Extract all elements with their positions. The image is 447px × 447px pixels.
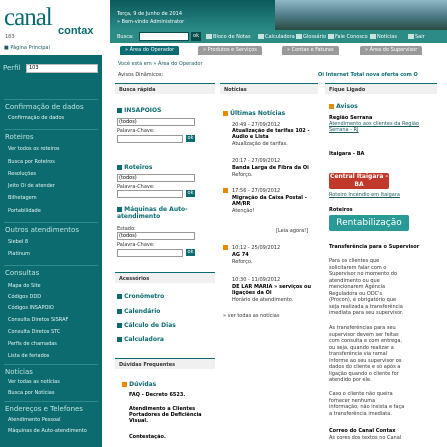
sidebar-item[interactable]: Resoluções: [8, 171, 37, 177]
transf-line: dados do cliente e só após a: [329, 364, 401, 370]
toolbar-calculator-label: Calculadora: [265, 34, 295, 40]
transf-line: seja realizada a transferência: [329, 303, 403, 310]
perfil-select[interactable]: 103: [26, 64, 98, 73]
toolbar-contact[interactable]: [328, 34, 368, 40]
fique-ligado-header: Fique Ligado: [325, 83, 437, 94]
roteiros-keyword-input[interactable]: [117, 190, 183, 198]
logo-word-canal: canal: [4, 4, 52, 31]
question-icon: [122, 382, 127, 387]
roteiros-select[interactable]: (todos): [117, 174, 195, 182]
roteiros-go-button[interactable]: ok: [187, 190, 194, 196]
acessorio-cronometro[interactable]: [117, 293, 164, 300]
search-label: Busca:: [117, 34, 134, 40]
calculator-icon: [258, 34, 264, 39]
acessorios-header: Acessórios: [115, 272, 215, 283]
toolbar-news-label: Notícias: [377, 34, 397, 40]
tab-label: Produtos e Serviços: [207, 47, 257, 53]
sidebar-item[interactable]: Busca por Roteiros: [8, 159, 55, 165]
dynamic-notice-label: Avisos Dinâmicos:: [118, 72, 164, 78]
duvida-item[interactable]: Atendimento a Clientes Portadores de Deficiência Visual.: [129, 406, 202, 424]
transf-line: transferência via ramal: [329, 351, 388, 357]
news-icon: [223, 111, 228, 116]
tab-label: Área do Supervisor: [369, 47, 418, 53]
main-tabs: [120, 46, 447, 56]
sidebar-separator: [4, 99, 98, 100]
sidebar-separator: [4, 401, 98, 402]
transf-line: ou seja, quando realizar a: [329, 344, 394, 351]
sidebar-item[interactable]: Perfis de chamadas: [8, 341, 57, 347]
glossary-icon: [296, 34, 302, 39]
duvida-item[interactable]: Contestação.: [129, 434, 166, 440]
sidebar-item[interactable]: Atendimento Pessoal: [8, 417, 61, 423]
transf-line: fornecer nenhuma: [329, 397, 376, 404]
welcome-text: » Bem-vindo Administrator: [117, 19, 185, 25]
alert-icon-shape: [223, 188, 228, 193]
search-go-button[interactable]: ok: [191, 32, 201, 41]
calculator-icon: [117, 337, 122, 342]
roteiros-icon: [117, 165, 122, 170]
duvida-item[interactable]: FAQ - Decreto 6523.: [129, 392, 186, 398]
toolbar-exit-label: Sair: [415, 34, 425, 40]
insapoio-keyword-label: Palavra-Chave:: [117, 128, 155, 134]
ticker-text[interactable]: Oi Internet Total nova oferta com O: [318, 72, 418, 78]
sidebar-item[interactable]: Confirmação de dados: [8, 115, 65, 121]
ultimas-noticias-title: [223, 110, 285, 117]
sidebar-item[interactable]: Busca por Notícias: [8, 390, 55, 396]
news-title[interactable]: Banda Larga de Fibra da Oi: [232, 165, 309, 171]
sidebar-item[interactable]: Lista de feriados: [8, 353, 50, 359]
correio-title: Correo do Canal Contax: [329, 428, 396, 434]
acessorio-calculo-dias[interactable]: [117, 322, 176, 329]
sidebar-section-title: Outros atendimentos: [5, 226, 79, 234]
news-text: Reforço.: [232, 172, 253, 178]
sidebar-item[interactable]: Portabilidade: [8, 208, 41, 214]
duvidas-header: Dúvidas Frequentes: [115, 358, 215, 369]
avisos-title-label: Avisos: [336, 103, 358, 110]
toolbar-glossary-label: Glossário: [303, 34, 327, 40]
news-text: Atenção!: [232, 208, 255, 214]
insapoio-title: [117, 107, 161, 114]
tab-area-supervisor[interactable]: » Área do Supervisor: [360, 46, 422, 55]
transf-title: Transferência para o Supervisor: [329, 244, 420, 250]
logo-sub: 183: [5, 34, 15, 40]
transf-line: Reguladora ou ODC's: [329, 290, 383, 297]
transf-line: supervisor devem ser feitas: [329, 331, 399, 338]
home-link-label: Página Principal: [10, 45, 50, 51]
tab-produtos-servicos[interactable]: » Produtos e Serviços: [198, 46, 262, 55]
maquinas-keyword-label: Palavra-Chave:: [117, 242, 155, 248]
transf-line: informação, não insista e faça: [329, 404, 405, 410]
breadcrumb: Você está em » Área do Operador: [118, 61, 203, 67]
estado-select[interactable]: (todos): [117, 232, 195, 240]
maquinas-keyword-input[interactable]: [117, 249, 183, 257]
logo: [0, 0, 110, 42]
acessorio-calculadora[interactable]: [117, 336, 164, 343]
transf-line: Caso o cliente não queira: [329, 391, 393, 397]
sidebar-section-title: Endereços e Telefones: [5, 405, 83, 413]
insapoio-title-label: INSAPOIOS: [124, 107, 162, 114]
news-title[interactable]: Atualização de tarifas 102 - Audio e Lista: [232, 128, 310, 140]
transf-line: Supervisor no momento do: [329, 271, 398, 277]
news-title[interactable]: AG 74: [232, 252, 249, 258]
sidebar-section-title: Consultas: [5, 269, 40, 277]
sidebar-item[interactable]: Códigos INSAPOIO: [8, 305, 54, 311]
regiao-title: Região Serrana: [329, 115, 373, 121]
transf-line: informe ao seu supervisor os: [329, 357, 402, 364]
toolbar-glossary[interactable]: [296, 34, 326, 40]
exit-icon: [408, 34, 414, 39]
alert-icon: [329, 104, 334, 109]
tab-label: Área do Operador: [129, 47, 175, 53]
toolbar-news[interactable]: [370, 34, 397, 40]
roteiros-keyword-label: Palavra-Chave:: [117, 184, 155, 190]
itaigara-title: Itaigara - BA: [329, 151, 365, 157]
transf-line: ligação quando o cliente for: [329, 370, 399, 377]
calendario-label: Calendário: [124, 308, 161, 315]
transf-line: com consulta e com entrega,: [329, 338, 403, 344]
header-date: Terça, 9 de Junho de 2014: [117, 11, 183, 17]
notes-icon: [206, 34, 212, 39]
transf-line: solicitarem falar com o: [329, 264, 387, 271]
sidebar-section-title: Notícias: [5, 368, 33, 376]
cronometro-label: Cronômetro: [124, 293, 165, 300]
sidebar-separator: [4, 364, 98, 365]
home-link[interactable]: [4, 45, 50, 51]
maquinas-icon: [117, 207, 122, 212]
leia-agora-link[interactable]: [Leia agora!]: [276, 228, 309, 234]
ultimas-noticias-label: Últimas Notícias: [230, 110, 286, 117]
sidebar-item[interactable]: Jeito Oi de atender: [8, 183, 55, 189]
sidebar-item[interactable]: Códigos DDD: [8, 294, 42, 300]
transf-line: mencionarem Agência: [329, 284, 386, 290]
tab-contas-faturas[interactable]: » Contas e Faturas: [282, 46, 339, 55]
news-text: Atualização de tarifas.: [232, 141, 288, 147]
welcome-label: Bem-vindo Administrator: [121, 19, 185, 25]
sidebar-item[interactable]: Mapa do Site: [8, 283, 41, 289]
insapoio-keyword-input[interactable]: [117, 135, 183, 143]
sidebar-separator: [4, 129, 98, 130]
maquinas-go-button[interactable]: ok: [187, 249, 194, 255]
duvidas-title-label: Dúvidas: [129, 381, 157, 388]
sidebar-item[interactable]: Máquinas de Auto-atendimento: [8, 428, 87, 434]
news-time: 17:56 - 27/09/2012: [232, 188, 281, 194]
rentabilizacao-button[interactable]: Rentabilização: [329, 215, 409, 231]
roteiros-title-label: Roteiros: [124, 164, 153, 171]
calendar-icon: [117, 309, 122, 314]
sidebar-item[interactable]: Bilhetagem: [8, 195, 37, 201]
transf-line: atendimento ou que: [329, 277, 380, 284]
calculadora-label: Calculadora: [124, 336, 164, 343]
sidebar-separator: [4, 222, 98, 223]
stopwatch-icon: [117, 294, 122, 299]
maquinas-title: [117, 206, 212, 220]
roteiros-title: [117, 164, 152, 171]
news-time: 10:30 - 11/09/2012: [232, 277, 281, 283]
alert-icon: [223, 245, 228, 251]
transf-line: Para os clientes que: [329, 258, 380, 264]
contact-icon: [328, 34, 334, 39]
sidebar-section-title: Roteiros: [5, 133, 34, 141]
sidebar-separator: [4, 265, 98, 266]
calendar-days-icon: [117, 323, 122, 328]
sidebar-item[interactable]: Ver todas as notícias: [8, 379, 60, 385]
busca-rapida-header: Busca rápida: [115, 83, 215, 94]
toolbar-contact-label: Fale Conosco: [335, 34, 368, 40]
maquinas-title-label: Máquinas de Auto-atendimento: [117, 206, 188, 220]
duvidas-title: [122, 381, 156, 388]
news-icon: [370, 34, 376, 39]
search-input[interactable]: [139, 32, 189, 41]
alert-icon-shape: [223, 245, 228, 250]
tab-label: Contas e Faturas: [291, 47, 334, 53]
toolbar-notes-label: Bloco de Notas: [213, 34, 251, 40]
sidebar-item[interactable]: Consulta Diretos STC: [8, 329, 61, 335]
sidebar-item[interactable]: Siebel 8: [8, 239, 29, 245]
transf-line: imediata para seu supervisor.: [329, 310, 404, 316]
news-text: Reforço.: [232, 259, 253, 265]
transf-line: atendido por ele.: [329, 377, 372, 383]
sidebar-item[interactable]: Platinum: [8, 251, 31, 257]
transf-line: (Procon), é obrigatório que: [329, 297, 397, 303]
sidebar-section-title: Confirmação de dados: [5, 103, 84, 111]
news-title[interactable]: DE LAR MARIA » serviços ou ligações da Oi: [232, 284, 312, 296]
alert-icon: [223, 188, 228, 194]
transf-line: As transferências para seu: [329, 325, 396, 331]
toolbar-calculator[interactable]: [258, 34, 295, 40]
toolbar-exit[interactable]: [408, 34, 425, 40]
logo-word-contax: contax: [58, 25, 94, 37]
estado-label: Estado:: [117, 226, 136, 232]
roteiro-incendio-link[interactable]: Roteiro Incêndio em Itaigara: [329, 192, 400, 198]
sidebar-item[interactable]: Ver todos os roteiros: [8, 146, 60, 152]
news-time: 20:49 - 27/09/2012: [232, 122, 281, 128]
insapoio-icon: [117, 108, 122, 113]
avisos-title: [329, 103, 358, 110]
banner-photo: [275, 0, 447, 30]
toolbar-notes[interactable]: [206, 34, 251, 40]
news-title[interactable]: Migração da Caixa Postal - AM/RR: [232, 195, 307, 207]
home-icon: ■: [4, 45, 11, 51]
news-time: 20:17 - 27/09/2012: [232, 158, 281, 164]
perfil-label: Perfil: [3, 64, 21, 72]
acessorio-calendario[interactable]: [117, 308, 160, 315]
calculo-dias-label: Cálculo de Dias: [124, 322, 176, 329]
transf-line: a transferência imediata.: [329, 410, 392, 417]
news-text: Horário de atendimento.: [232, 297, 294, 303]
ver-todas-noticias-link[interactable]: » ver todas as notícias: [223, 313, 280, 319]
correio-text: As cores dos textos no Canal: [329, 435, 402, 441]
regiao-link[interactable]: Atendimento aos clientes da Região Serrana - RJ: [329, 121, 419, 133]
insapoio-go-button[interactable]: ok: [187, 135, 194, 141]
news-time: 10:12 - 25/09/2012: [232, 245, 281, 251]
sidebar-item[interactable]: Consulta Diretos SISRAF: [8, 317, 69, 323]
noticias-header: Notícias: [220, 83, 318, 94]
tab-area-operador[interactable]: » Área do Operador: [120, 46, 179, 55]
roteiros-label: Roteiros: [329, 207, 353, 213]
insapoio-select[interactable]: (todos): [117, 118, 195, 126]
central-itaigara-button[interactable]: Central Itaigara - BA: [330, 173, 388, 188]
